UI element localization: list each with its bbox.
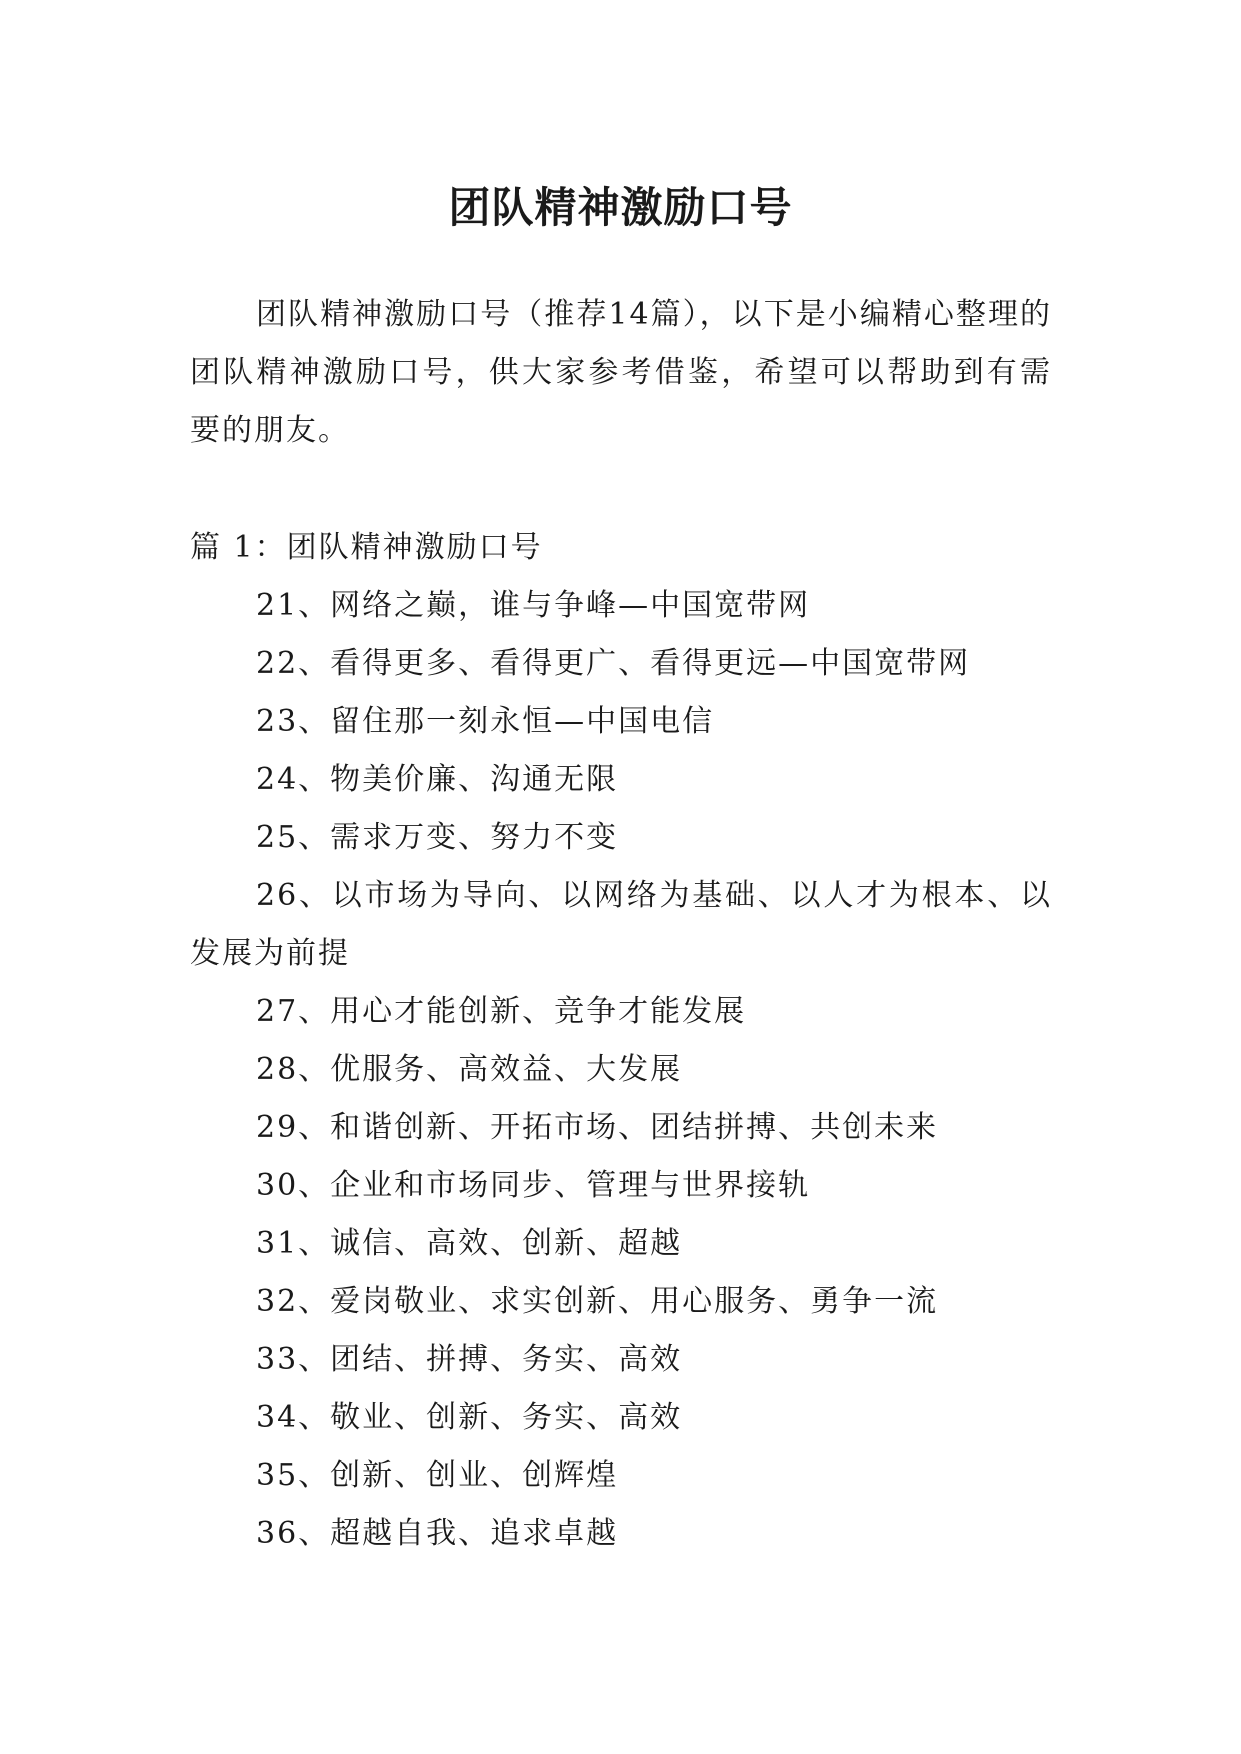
slogan-item: 31、诚信、高效、创新、超越 [256,1226,683,1261]
slogan-item: 25、需求万变、努力不变 [256,820,619,855]
slogan-list [190,577,1052,1563]
document-title: 团队精神激励口号 [448,183,793,233]
slogan-item: 28、优服务、高效益、大发展 [256,1052,683,1087]
slogan-item: 36、超越自我、追求卓越 [256,1516,619,1551]
slogan-item: 27、用心才能创新、竞争才能发展 [256,994,747,1029]
slogan-item: 22、看得更多、看得更广、看得更远—中国宽带网 [256,646,971,681]
slogan-item: 33、团结、拼搏、务实、高效 [256,1342,683,1377]
slogan-item: 34、敬业、创新、务实、高效 [256,1400,683,1435]
slogan-item: 26、以市场为导向、以网络为基础、以人才为根本、以发展为前提 [190,878,1052,971]
intro-paragraph: 团队精神激励口号（推荐14篇），以下是小编精心整理的团队精神激励口号，供大家参考借鉴，希望可以帮助到有需要的朋友。 [190,297,1052,448]
slogan-item: 30、企业和市场同步、管理与世界接轨 [256,1168,811,1203]
slogan-item: 23、留住那一刻永恒—中国电信 [256,704,715,739]
section-heading: 篇 1：团队精神激励口号 [190,530,543,565]
slogan-item: 24、物美价廉、沟通无限 [256,762,619,797]
slogan-item: 21、网络之巅，谁与争峰—中国宽带网 [256,588,811,623]
slogan-item: 29、和谐创新、开拓市场、团结拼搏、共创未来 [256,1110,939,1145]
slogan-item: 35、创新、创业、创辉煌 [256,1458,619,1493]
slogan-item: 32、爱岗敬业、求实创新、用心服务、勇争一流 [256,1284,939,1319]
